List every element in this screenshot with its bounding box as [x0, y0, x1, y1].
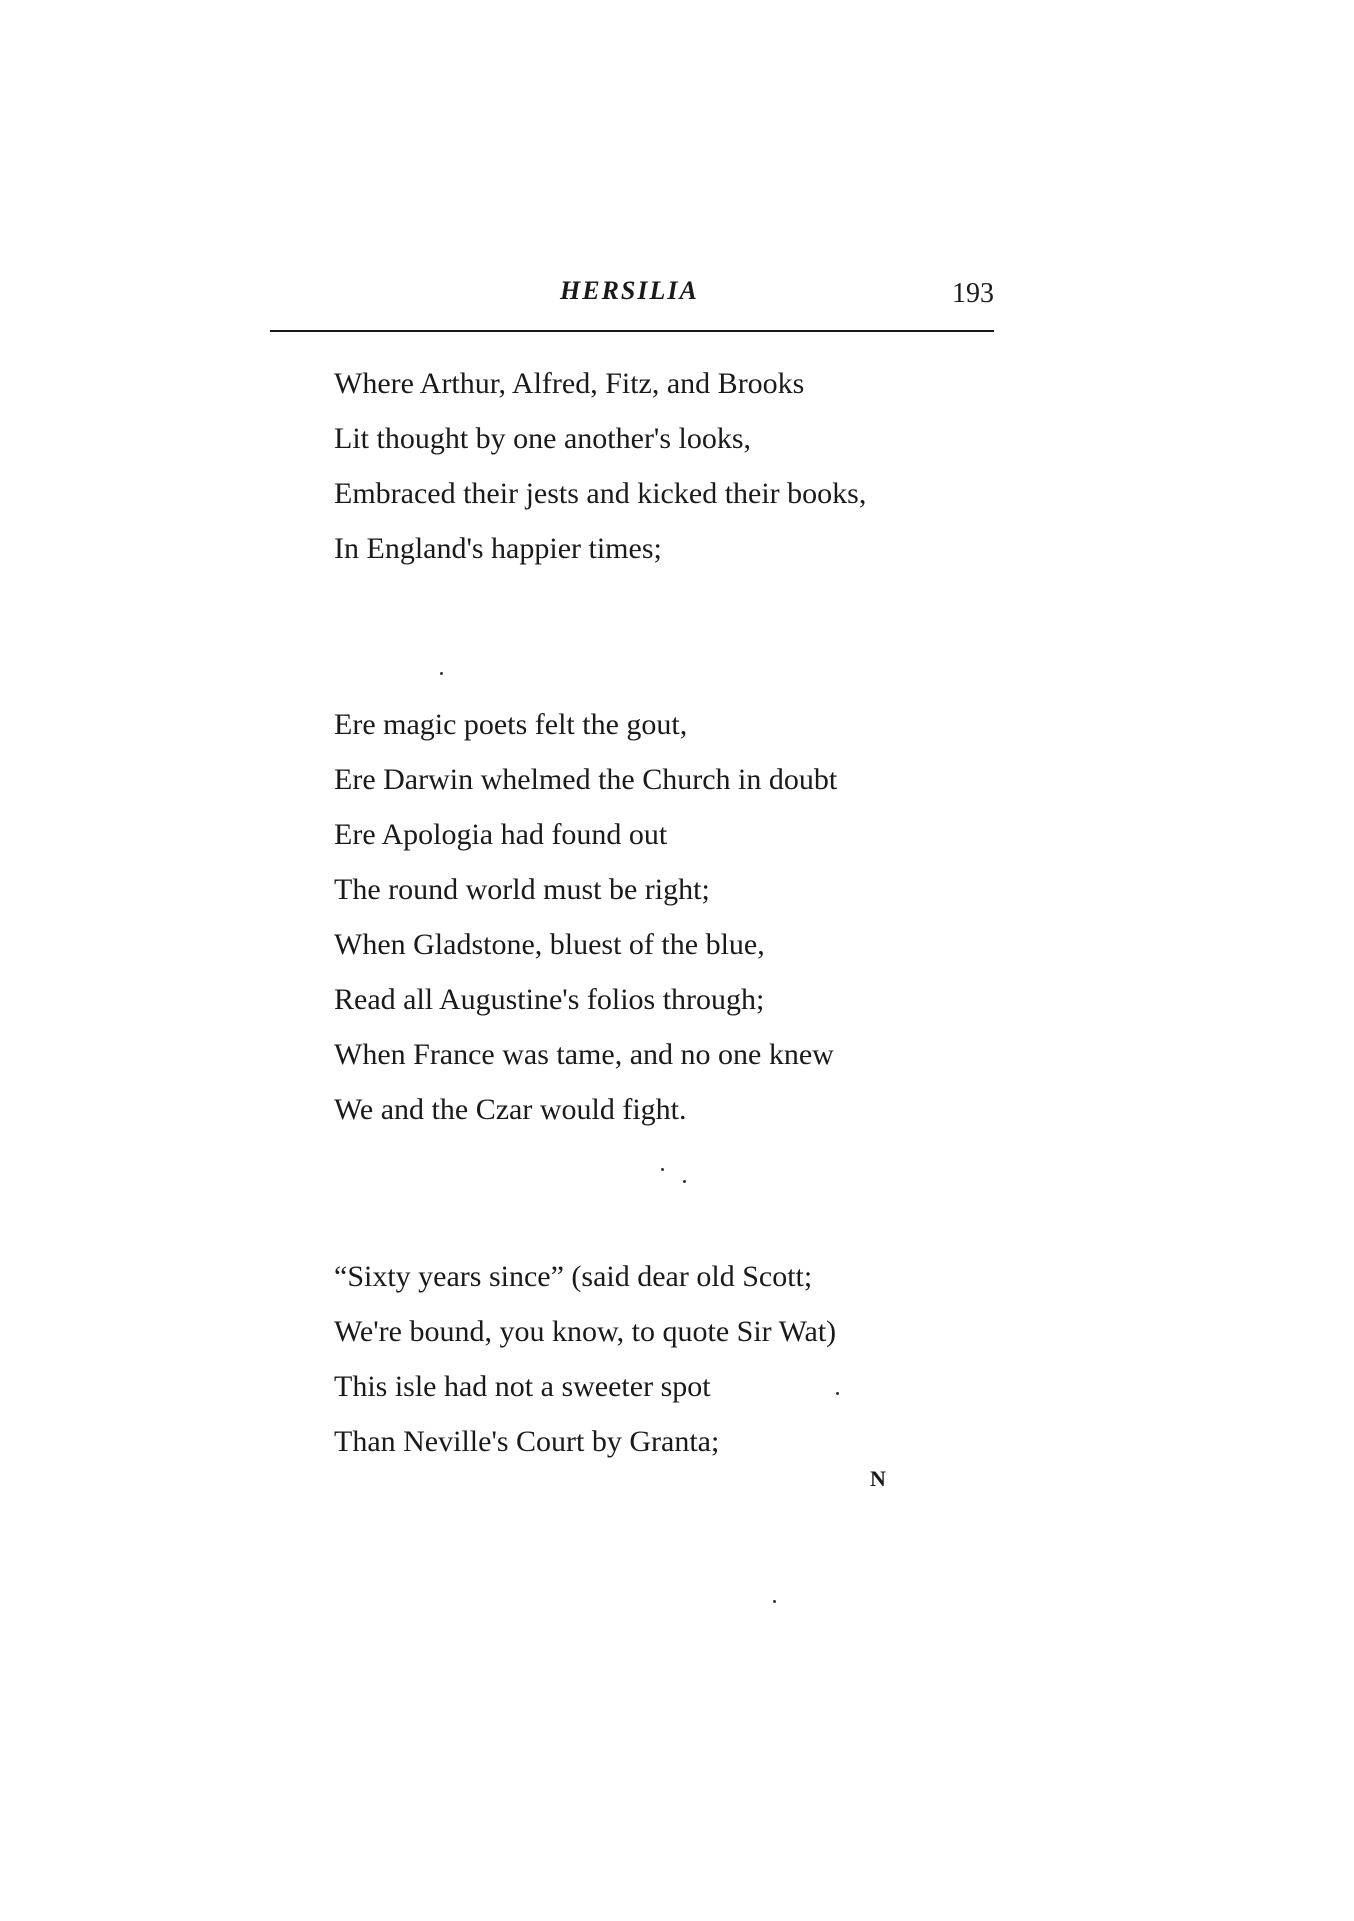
poem-line: We're bound, you know, to quote Sir Wat) — [334, 1315, 837, 1348]
running-title: HERSILIA — [560, 276, 699, 305]
signature-mark: N — [870, 1466, 886, 1491]
poem-line: Lit thought by one another's looks, — [334, 422, 752, 455]
print-speck — [440, 672, 443, 675]
poem-line: In England's happier times; — [334, 532, 662, 565]
print-speck — [683, 1180, 686, 1183]
poem-line: The round world must be right; — [334, 873, 710, 906]
stanza-1 — [334, 356, 866, 576]
poem-line: When Gladstone, bluest of the blue, — [334, 928, 765, 961]
poem-line: Embraced their jests and kicked their books, — [334, 477, 867, 510]
page-number: 193 — [952, 278, 994, 309]
poem-line: Read all Augustine's folios through; — [334, 983, 765, 1016]
poem-line: Ere Darwin whelmed the Church in doubt — [334, 763, 838, 796]
poem-line: Than Neville's Court by Granta; — [334, 1425, 720, 1458]
poem-line: “Sixty years since” (said dear old Scott; — [334, 1260, 813, 1293]
print-speck — [773, 1600, 776, 1603]
header-rule — [270, 330, 994, 332]
print-speck — [836, 1392, 839, 1395]
poem-line: When France was tame, and no one knew — [334, 1038, 834, 1071]
poem-line: Where Arthur, Alfred, Fitz, and Brooks — [334, 367, 805, 400]
stanza-2 — [334, 697, 837, 1137]
poem-line: Ere magic poets felt the gout, — [334, 708, 688, 741]
print-speck — [661, 1168, 664, 1171]
running-header — [270, 268, 994, 328]
poem-line: We and the Czar would fight. — [334, 1093, 687, 1126]
stanza-3 — [334, 1249, 836, 1469]
poem-line: Ere Apologia had found out — [334, 818, 668, 851]
poem-line: This isle had not a sweeter spot — [334, 1370, 711, 1403]
